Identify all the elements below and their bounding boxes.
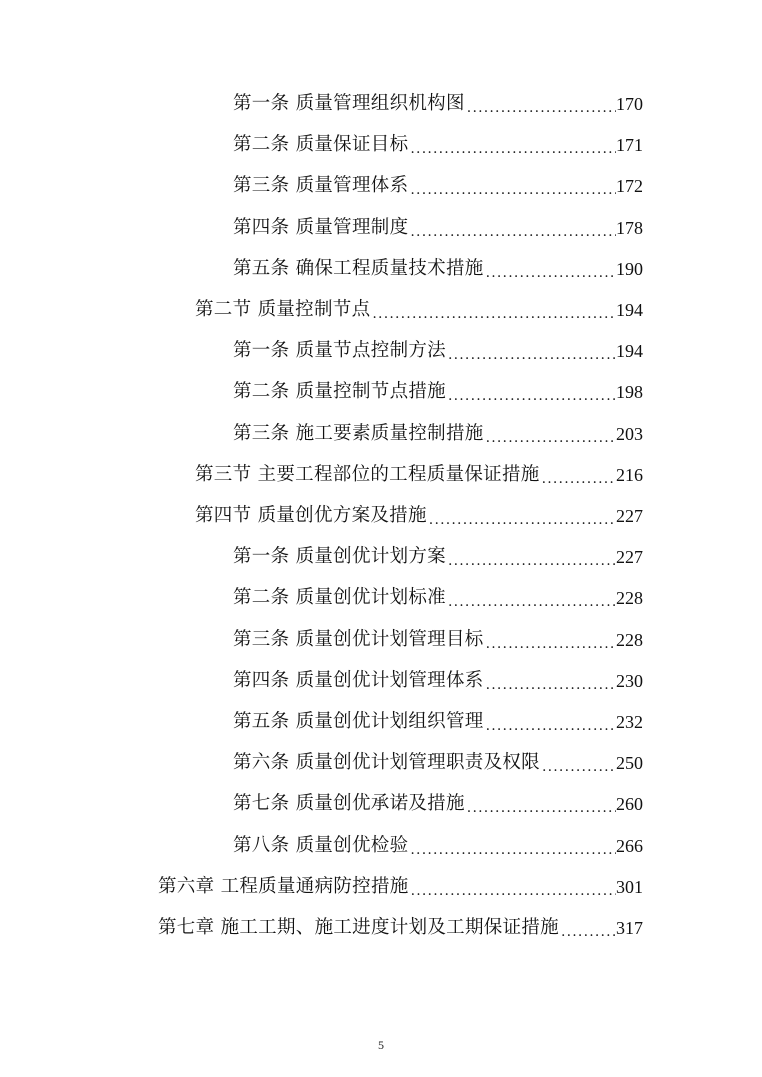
- toc-entry-article[interactable]: [233, 419, 643, 449]
- toc-entry-title: 第三条 施工要素质量控制措施: [233, 423, 484, 444]
- toc-dot-leader: [446, 550, 616, 572]
- toc-entry-title: 第一条 质量管理组织机构图: [233, 93, 465, 114]
- toc-dot-leader: [408, 221, 616, 243]
- toc-entry-article[interactable]: [233, 89, 643, 119]
- toc-entry-title: 第四条 质量创优计划管理体系: [233, 670, 484, 691]
- toc-entry-article[interactable]: [233, 254, 643, 284]
- toc-entry-article[interactable]: [233, 130, 643, 160]
- toc-dot-leader: [465, 797, 616, 819]
- toc-entry-chapter[interactable]: [158, 913, 643, 943]
- toc-dot-leader: [427, 509, 616, 531]
- toc-entry-page-number: 317: [616, 918, 643, 938]
- toc-dot-leader: [446, 344, 616, 366]
- toc-entry-title: 第二节 质量控制节点: [195, 299, 371, 320]
- toc-entry-page-number: 178: [616, 218, 643, 238]
- toc-entry-article[interactable]: [233, 213, 643, 243]
- toc-dot-leader: [484, 427, 616, 449]
- toc-entry-page-number: 198: [616, 382, 643, 402]
- toc-entry-title: 第三条 质量管理体系: [233, 175, 409, 196]
- toc-entry-title: 第八条 质量创优检验: [233, 835, 409, 856]
- toc-entry-article[interactable]: [233, 666, 643, 696]
- toc-entry-page-number: 172: [616, 176, 643, 196]
- toc-entry-title: 第七条 质量创优承诺及措施: [233, 793, 465, 814]
- toc-entry-page-number: 194: [616, 341, 643, 361]
- toc-dot-leader: [484, 674, 616, 696]
- toc-entry-title: 第六条 质量创优计划管理职责及权限: [233, 752, 540, 773]
- toc-dot-leader: [446, 385, 616, 407]
- toc-entry-title: 第三条 质量创优计划管理目标: [233, 629, 484, 650]
- toc-dot-leader: [540, 756, 616, 778]
- toc-entry-page-number: 170: [616, 94, 643, 114]
- toc-entry-article[interactable]: [233, 542, 643, 572]
- toc-entry-page-number: 228: [616, 588, 643, 608]
- toc-entry-title: 第七章 施工工期、施工进度计划及工期保证措施: [158, 917, 559, 938]
- toc-entry-page-number: 228: [616, 630, 643, 650]
- toc-entry-title: 第二条 质量创优计划标准: [233, 587, 446, 608]
- toc-entry-page-number: 301: [616, 877, 643, 897]
- toc-entry-title: 第五条 质量创优计划组织管理: [233, 711, 484, 732]
- toc-entry-title: 第四节 质量创优方案及措施: [195, 505, 427, 526]
- toc-dot-leader: [559, 921, 616, 943]
- toc-entry-title: 第五条 确保工程质量技术措施: [233, 258, 484, 279]
- toc-dot-leader: [484, 633, 616, 655]
- toc-entry-page-number: 230: [616, 671, 643, 691]
- toc-entry-article[interactable]: [233, 377, 643, 407]
- toc-dot-leader: [370, 303, 616, 325]
- toc-entry-article[interactable]: [233, 789, 643, 819]
- toc-entry-section[interactable]: [195, 501, 643, 531]
- toc-entry-page-number: 232: [616, 712, 643, 732]
- toc-entry-article[interactable]: [233, 748, 643, 778]
- toc-dot-leader: [408, 839, 616, 861]
- toc-entry-page-number: 227: [616, 547, 643, 567]
- toc-entry-page-number: 203: [616, 424, 643, 444]
- toc-entry-section[interactable]: [195, 295, 643, 325]
- toc-dot-leader: [540, 468, 616, 490]
- toc-dot-leader: [446, 591, 616, 613]
- toc-entry-article[interactable]: [233, 171, 643, 201]
- toc-entry-title: 第一条 质量创优计划方案: [233, 546, 446, 567]
- toc-entry-article[interactable]: [233, 625, 643, 655]
- toc-entry-section[interactable]: [195, 460, 643, 490]
- toc-entry-title: 第一条 质量节点控制方法: [233, 340, 446, 361]
- toc-entry-page-number: 194: [616, 300, 643, 320]
- toc-dot-leader: [484, 262, 616, 284]
- toc-entry-page-number: 227: [616, 506, 643, 526]
- toc-entry-title: 第二条 质量保证目标: [233, 134, 409, 155]
- toc-entry-article[interactable]: [233, 707, 643, 737]
- toc-entry-article[interactable]: [233, 831, 643, 861]
- toc-entry-page-number: 190: [616, 259, 643, 279]
- toc-entry-article[interactable]: [233, 336, 643, 366]
- page-number: 5: [378, 1038, 384, 1052]
- toc-entry-title: 第二条 质量控制节点措施: [233, 381, 446, 402]
- toc-dot-leader: [408, 179, 616, 201]
- toc-entry-title: 第四条 质量管理制度: [233, 217, 409, 238]
- toc-entry-title: 第三节 主要工程部位的工程质量保证措施: [195, 464, 540, 485]
- toc-entry-page-number: 250: [616, 753, 643, 773]
- toc-dot-leader: [408, 138, 616, 160]
- toc-entry-article[interactable]: [233, 583, 643, 613]
- toc-entry-page-number: 266: [616, 836, 643, 856]
- toc-dot-leader: [465, 97, 616, 119]
- toc-entry-page-number: 171: [616, 135, 643, 155]
- toc-entry-title: 第六章 工程质量通病防控措施: [158, 876, 409, 897]
- toc-entry-page-number: 216: [616, 465, 643, 485]
- toc-dot-leader: [409, 880, 616, 902]
- toc-entry-chapter[interactable]: [158, 872, 643, 902]
- toc-dot-leader: [484, 715, 616, 737]
- toc-entry-page-number: 260: [616, 794, 643, 814]
